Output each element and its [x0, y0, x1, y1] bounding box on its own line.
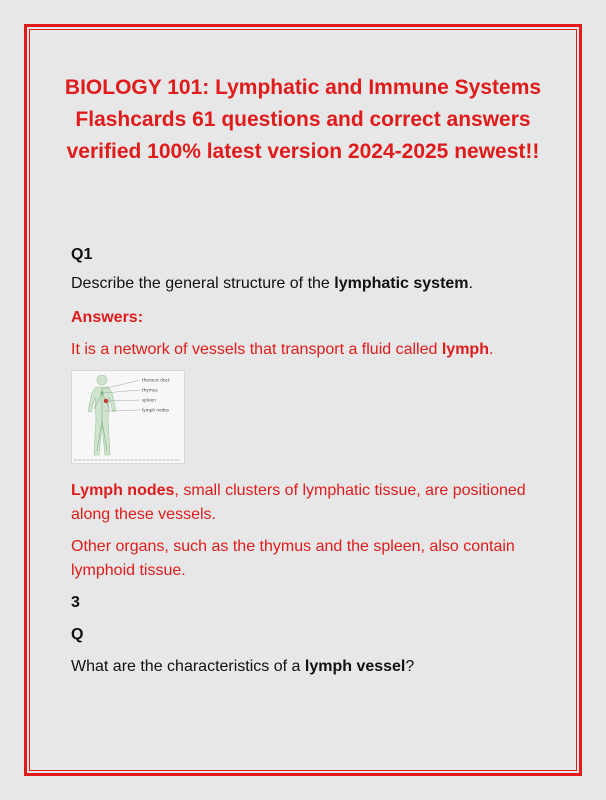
- question-number: 3: [71, 594, 80, 611]
- document-title: BIOLOGY 101: Lymphatic and Immune Systems Flashcards 61 questions and correct answers verified 100% latest version 2024-2025 newest!!: [64, 76, 542, 163]
- answer-1-text-start: It is a network of vessels that transport a fluid called: [71, 341, 442, 358]
- diagram-label-thoracic-duct: thoracic duct: [142, 377, 170, 383]
- answer-3-text: Other organs, such as the thymus and the spleen, also contain lymphoid tissue.: [71, 538, 515, 579]
- question-2-text: [71, 655, 541, 679]
- answer-2-keyword: Lymph nodes: [71, 482, 175, 499]
- diagram-label-spleen: spleen: [142, 397, 156, 403]
- diagram-label-lymph-nodes: lymph nodes: [142, 407, 169, 413]
- question-1-text-end: .: [468, 275, 473, 292]
- diagram-label-thymus: thymus: [142, 387, 158, 393]
- question-2-keyword: lymph vessel: [304, 658, 406, 675]
- question-1-text-start: Describe the general structure of the: [71, 275, 335, 292]
- question-2-text-end: ?: [405, 658, 415, 675]
- answer-2-text-rest: , small clusters of lymphatic tissue, are positioned along these vessels.: [71, 482, 526, 523]
- question-1-text: [71, 272, 541, 296]
- question-1-keyword: lymphatic system: [334, 275, 469, 292]
- lymphatic-system-diagram: [71, 370, 185, 464]
- answer-1-text: [71, 338, 541, 362]
- answers-label: Answers:: [71, 309, 144, 326]
- answer-1-keyword: lymph: [441, 341, 489, 358]
- answer-2-text: [71, 479, 541, 527]
- question-1-label: Q1: [71, 246, 93, 263]
- answer-1-text-end: .: [488, 341, 494, 358]
- question-2-label: Q: [71, 626, 84, 643]
- question-2-text-start: What are the characteristics of a: [71, 658, 305, 675]
